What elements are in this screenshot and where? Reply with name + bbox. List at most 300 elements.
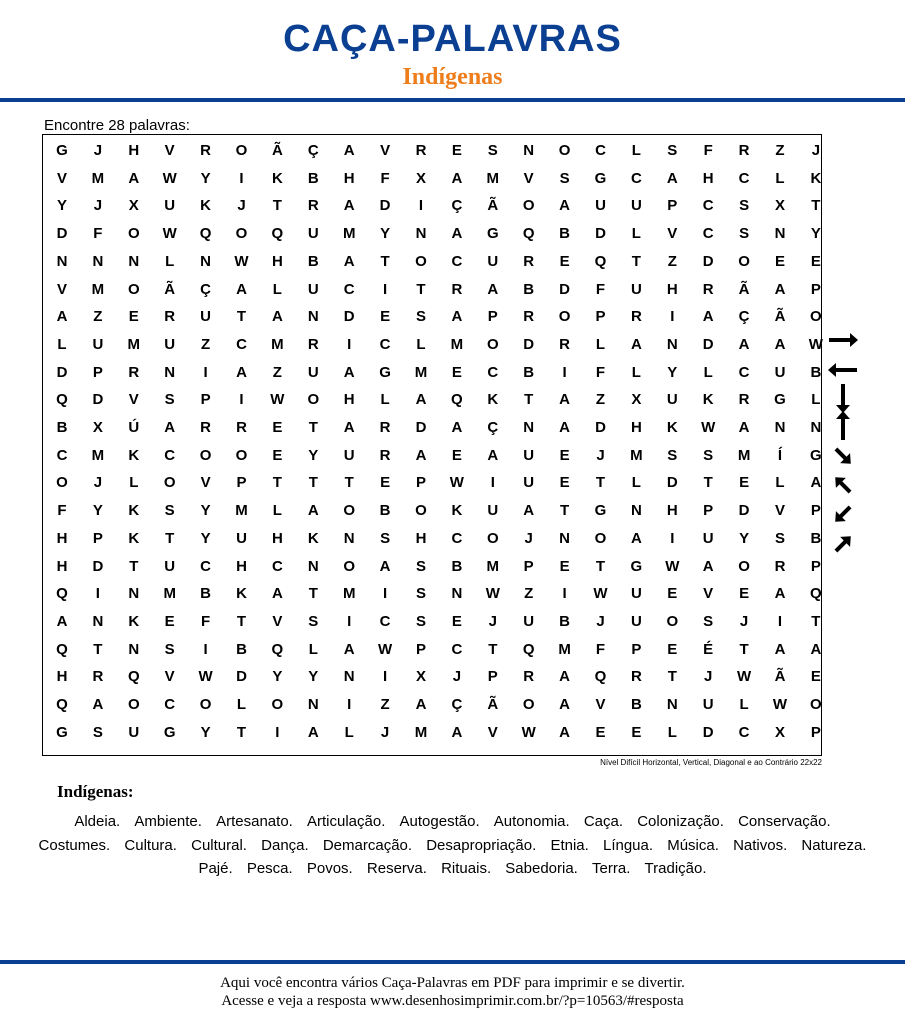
grid-letter: E	[451, 446, 462, 464]
grid-letter: B	[523, 363, 535, 381]
grid-letter: J	[596, 446, 605, 464]
grid-letter: T	[93, 640, 103, 658]
grid-letter: G	[594, 169, 607, 187]
grid-letter: N	[164, 363, 176, 381]
header-divider	[0, 98, 905, 102]
grid-letter: D	[666, 474, 678, 492]
grid-letter: E	[810, 252, 821, 270]
grid-letter: O	[235, 225, 248, 243]
grid-letter: G	[630, 557, 643, 575]
grid-letter: W	[162, 169, 177, 187]
grid-letter: O	[558, 142, 571, 159]
word-list	[30, 810, 875, 881]
grid-letter: C	[738, 723, 750, 741]
grid-letter: Z	[93, 308, 103, 326]
grid-letter: H	[415, 529, 427, 547]
grid-letter: A	[271, 308, 283, 326]
arrow-left-icon	[828, 363, 857, 377]
grid-letter: F	[201, 612, 211, 630]
grid-letter: A	[236, 280, 247, 298]
grid-letter: C	[702, 225, 714, 243]
grid-letter: M	[91, 169, 105, 187]
grid-letter: O	[522, 696, 535, 713]
grid-letter: P	[810, 280, 821, 298]
word-list-item: Caça.	[583, 813, 624, 830]
grid-letter: C	[451, 252, 463, 270]
grid-letter: F	[703, 142, 713, 159]
grid-letter: A	[559, 419, 571, 436]
grid-letter: N	[523, 419, 535, 436]
grid-letter: F	[380, 169, 390, 187]
word-list-item: Sabedoria.	[505, 860, 578, 877]
grid-letter: D	[702, 252, 714, 270]
grid-letter: O	[235, 446, 248, 464]
word-list-title: Indígenas:	[57, 782, 134, 801]
grid-letter: A	[343, 142, 355, 159]
grid-letter: N	[630, 502, 642, 520]
grid-letter: O	[810, 308, 822, 326]
grid-letter: T	[560, 502, 570, 520]
grid-letter: T	[129, 557, 139, 575]
grid-letter: I	[239, 169, 244, 187]
grid-letter: T	[739, 640, 749, 658]
grid-letter: O	[343, 557, 356, 575]
grid-letter: V	[667, 225, 678, 243]
grid-letter: Í	[777, 446, 783, 464]
grid-letter: A	[559, 723, 571, 741]
word-list-item: Etnia.	[550, 836, 589, 854]
grid-letter: X	[774, 197, 785, 215]
grid-letter: M	[91, 280, 105, 298]
grid-letter: L	[308, 640, 318, 658]
grid-letter: A	[774, 280, 786, 298]
grid-letter: T	[811, 612, 821, 630]
grid-letter: X	[415, 169, 426, 187]
grid-letter: E	[739, 474, 750, 492]
grid-letter: M	[414, 363, 428, 381]
word-list-item: Reserva.	[366, 860, 427, 877]
grid-letter: A	[415, 446, 427, 464]
grid-letter: O	[199, 446, 212, 464]
grid-letter: I	[490, 474, 495, 492]
grid-letter: N	[415, 225, 427, 243]
grid-letter: D	[559, 280, 571, 298]
grid-letter: H	[343, 169, 355, 187]
grid-letter: U	[164, 197, 176, 215]
grid-letter: R	[200, 142, 212, 159]
grid-letter: O	[199, 696, 212, 713]
grid-letter: C	[487, 363, 499, 381]
grid-letter: L	[380, 391, 390, 409]
grid-letter: T	[308, 474, 318, 492]
grid-letter: U	[702, 529, 714, 547]
grid-letter: L	[631, 474, 641, 492]
grid-letter: F	[595, 280, 606, 298]
grid-letter: L	[775, 474, 785, 492]
footer-divider	[0, 960, 905, 964]
grid-letter: O	[810, 696, 822, 713]
grid-letter: D	[702, 335, 714, 353]
grid-letter: M	[163, 585, 176, 603]
grid-letter: R	[164, 308, 176, 326]
grid-letter: A	[343, 252, 355, 270]
grid-letter: A	[559, 696, 571, 713]
arrow-up-left-icon	[830, 472, 855, 497]
grid-letter: A	[236, 363, 247, 381]
grid-letter: W	[808, 335, 823, 353]
grid-letter: O	[522, 197, 535, 215]
grid-letter: Q	[594, 668, 607, 686]
grid-letter: D	[523, 335, 535, 353]
grid-letter: P	[631, 640, 642, 658]
grid-letter: O	[738, 557, 750, 575]
grid-letter: G	[810, 446, 822, 464]
grid-letter: O	[163, 474, 176, 492]
grid-letter: Z	[667, 252, 677, 270]
grid-letter: I	[383, 668, 388, 686]
grid-letter: V	[272, 612, 283, 630]
grid-letter: E	[451, 363, 462, 381]
grid-letter: Z	[524, 585, 534, 603]
grid-letter: N	[666, 696, 678, 713]
grid-letter: A	[56, 612, 68, 630]
grid-letter: D	[595, 419, 606, 436]
grid-letter: D	[595, 225, 606, 243]
grid-letter: S	[415, 612, 426, 630]
grid-letter: A	[774, 585, 786, 603]
grid-letter: R	[379, 446, 391, 464]
grid-letter: Q	[594, 252, 607, 270]
grid-letter: A	[630, 529, 642, 547]
grid-letter: V	[164, 142, 175, 159]
grid-letter: W	[772, 696, 788, 713]
word-list-item: Autonomia.	[493, 813, 570, 830]
grid-letter: N	[343, 529, 355, 547]
grid-letter: J	[596, 612, 605, 630]
grid-letter: N	[56, 252, 68, 270]
grid-letter: S	[164, 640, 175, 658]
grid-letter: T	[703, 474, 713, 492]
grid-letter: S	[415, 557, 426, 575]
grid-letter: H	[666, 502, 678, 520]
grid-letter: B	[559, 225, 571, 243]
grid-letter: I	[203, 363, 208, 381]
grid-letter: R	[379, 419, 391, 436]
word-list-item: Aldeia.	[74, 813, 121, 830]
grid-letter: N	[523, 142, 535, 159]
grid-letter: T	[416, 280, 426, 298]
grid-letter: P	[810, 723, 821, 741]
grid-letter: E	[272, 419, 283, 436]
grid-letter: A	[343, 419, 355, 436]
grid-letter: V	[56, 280, 67, 298]
grid-letter: U	[92, 335, 104, 353]
grid-letter: A	[164, 419, 176, 436]
grid-letter: Y	[200, 169, 211, 187]
grid-letter: O	[127, 225, 140, 243]
grid-letter: Ú	[128, 419, 140, 436]
grid-letter: C	[451, 640, 463, 658]
grid-letter: Q	[451, 391, 463, 409]
grid-letter: Y	[272, 668, 283, 686]
grid-letter: O	[127, 696, 140, 713]
word-list-item: Autogestão.	[399, 813, 480, 830]
grid-letter: Ç	[738, 308, 750, 326]
grid-letter: C	[595, 142, 606, 159]
grid-letter: U	[523, 612, 535, 630]
grid-letter: E	[451, 612, 462, 630]
grid-letter: M	[486, 169, 500, 187]
word-list-item: Tradição.	[644, 860, 707, 877]
grid-letter: W	[198, 668, 213, 686]
grid-letter: A	[451, 225, 463, 243]
grid-letter: Q	[271, 640, 284, 658]
word-list-item: Natureza.	[801, 836, 867, 854]
grid-letter: É	[703, 640, 714, 658]
grid-letter: H	[56, 557, 68, 575]
grid-letter: G	[379, 363, 391, 381]
grid-letter: X	[128, 197, 139, 215]
grid-letter: A	[702, 308, 714, 326]
word-list-item: Desapropriação.	[426, 836, 537, 854]
grid-letter: R	[630, 308, 642, 326]
grid-letter: N	[92, 252, 104, 270]
grid-letter: W	[701, 419, 716, 436]
grid-letter: W	[737, 668, 752, 686]
grid-letter: L	[667, 723, 677, 741]
grid-letter: M	[271, 335, 284, 353]
grid-letter: K	[451, 502, 463, 520]
grid-letter: P	[667, 197, 678, 215]
grid-letter: G	[486, 225, 499, 243]
grid-letter: I	[203, 640, 208, 658]
grid-letter: A	[415, 391, 427, 409]
grid-letter: L	[775, 169, 785, 187]
grid-letter: X	[92, 419, 103, 436]
word-list-item: Pesca.	[246, 860, 293, 877]
grid-letter: L	[739, 696, 749, 713]
grid-letter: Ç	[487, 419, 499, 436]
grid-letter: P	[595, 308, 606, 326]
grid-letter: A	[307, 723, 319, 741]
grid-letter: B	[307, 252, 319, 270]
grid-letter: W	[593, 585, 608, 603]
grid-letter: W	[449, 474, 464, 492]
grid-letter: T	[165, 529, 175, 547]
grid-letter: Z	[595, 391, 606, 409]
grid-letter: J	[93, 142, 103, 159]
word-list-item: Articulação.	[307, 813, 386, 830]
grid-letter: A	[307, 502, 319, 520]
grid-letter: V	[595, 696, 606, 713]
grid-letter: O	[415, 502, 427, 520]
grid-letter: E	[559, 252, 570, 270]
grid-letter: C	[56, 446, 68, 464]
grid-letter: Ã	[271, 142, 283, 159]
grid-letter: P	[487, 668, 498, 686]
grid-letter: S	[739, 197, 750, 215]
footer-line-2: Acesse e veja a resposta www.desenhosimprimir.com.br/?p=10563/#resposta	[221, 993, 684, 1009]
grid-letter: S	[415, 308, 426, 326]
grid-letter: C	[164, 696, 176, 713]
grid-letter: J	[704, 668, 713, 686]
grid-letter: A	[343, 640, 355, 658]
footer-line-1: Aqui você encontra vários Caça-Palavras em PDF para imprimir e se divertir.	[220, 975, 685, 991]
grid-letter: M	[558, 640, 571, 658]
grid-letter: A	[774, 335, 786, 353]
grid-letter: K	[128, 446, 140, 464]
word-list-item: Ambiente.	[134, 813, 202, 830]
grid-letter: L	[272, 502, 282, 520]
grid-letter: R	[451, 280, 463, 298]
grid-letter: J	[452, 668, 462, 686]
grid-letter: V	[200, 474, 211, 492]
grid-letter: U	[630, 585, 642, 603]
grid-letter: E	[667, 585, 678, 603]
grid-letter: H	[702, 169, 714, 187]
grid-letter: Ã	[774, 668, 786, 686]
grid-letter: N	[200, 252, 212, 270]
grid-letter: T	[667, 668, 677, 686]
grid-letter: R	[92, 668, 104, 686]
grid-letter: Y	[380, 225, 391, 243]
grid-letter: B	[559, 612, 571, 630]
grid-letter: U	[595, 197, 606, 215]
grid-letter: Ã	[774, 308, 786, 326]
grid-letter: E	[272, 446, 283, 464]
grid-letter: W	[234, 252, 249, 270]
grid-letter: N	[810, 419, 822, 436]
grid-letter: P	[236, 474, 247, 492]
grid-letter: T	[236, 308, 247, 326]
grid-letter: R	[307, 197, 319, 215]
grid-letter: C	[738, 169, 750, 187]
grid-letter: C	[271, 557, 283, 575]
grid-letter: D	[415, 419, 427, 436]
grid-letter: P	[703, 502, 714, 520]
grid-letter: Ã	[487, 197, 499, 215]
arrow-down-right-icon	[831, 444, 856, 469]
grid-letter: U	[523, 446, 535, 464]
grid-letter: A	[56, 308, 68, 326]
grid-letter: A	[666, 169, 678, 187]
grid-letter: Ã	[164, 280, 176, 298]
grid-letter: D	[56, 225, 68, 243]
grid-letter: T	[308, 419, 318, 436]
grid-letter: O	[594, 529, 607, 547]
grid-letter: V	[380, 142, 391, 159]
word-list-item: Colonização.	[637, 813, 724, 830]
grid-letter: Q	[271, 225, 284, 243]
grid-letter: U	[307, 363, 319, 381]
grid-letter: Y	[739, 529, 750, 547]
grid-letter: N	[307, 696, 319, 713]
grid-letter: O	[127, 280, 140, 298]
grid-letter: A	[774, 640, 786, 658]
grid-letter: Y	[667, 363, 678, 381]
grid-letter: A	[343, 363, 355, 381]
grid-letter: A	[92, 696, 104, 713]
grid-letter: A	[810, 640, 822, 658]
grid-letter: P	[92, 363, 103, 381]
grid-letter: A	[271, 585, 283, 603]
grid-letter: J	[380, 723, 390, 741]
grid-letter: P	[810, 502, 821, 520]
grid-letter: O	[486, 335, 499, 353]
grid-letter: U	[666, 391, 678, 409]
grid-letter: H	[56, 668, 68, 686]
grid-letter: N	[343, 668, 355, 686]
grid-letter: U	[630, 280, 642, 298]
grid-letter: J	[93, 197, 103, 215]
grid-letter: Y	[92, 502, 103, 520]
grid-letter: O	[415, 252, 427, 270]
grid-letter: R	[523, 668, 535, 686]
grid-letter: R	[415, 142, 427, 159]
grid-letter: P	[487, 308, 498, 326]
grid-letter: W	[485, 585, 500, 603]
grid-letter: S	[667, 142, 678, 159]
grid-letter: U	[307, 225, 319, 243]
grid-letter: V	[774, 502, 785, 520]
grid-letter: Z	[272, 363, 282, 381]
grid-letter: C	[379, 612, 391, 630]
grid-letter: F	[57, 502, 67, 520]
grid-letter: I	[562, 363, 567, 381]
grid-letter: R	[236, 419, 247, 436]
grid-letter: C	[379, 335, 391, 353]
grid-letter: E	[128, 308, 139, 326]
grid-letter: M	[450, 335, 464, 353]
grid-letter: E	[380, 308, 391, 326]
grid-letter: U	[164, 557, 176, 575]
grid-letter: D	[236, 668, 247, 686]
grid-letter: D	[738, 502, 750, 520]
grid-letter: P	[92, 529, 103, 547]
grid-letter: A	[343, 197, 355, 215]
word-list-item: Rituais.	[441, 860, 492, 877]
grid-letter: D	[92, 557, 104, 575]
grid-letter: I	[670, 308, 675, 326]
grid-letter: N	[774, 419, 786, 436]
grid-letter: R	[523, 308, 535, 326]
grid-letter: A	[810, 474, 822, 492]
grid-letter: L	[811, 391, 821, 409]
grid-letter: K	[702, 391, 714, 409]
grid-letter: Y	[200, 502, 211, 520]
grid-letter: U	[774, 363, 786, 381]
grid-letter: O	[343, 502, 356, 520]
grid-letter: J	[524, 529, 533, 547]
grid-letter: M	[737, 446, 751, 464]
grid-letter: A	[559, 197, 571, 215]
grid-letter: N	[666, 335, 678, 353]
grid-letter: N	[128, 585, 140, 603]
word-list-item: Cultura.	[124, 836, 177, 854]
grid-letter: L	[165, 252, 175, 270]
grid-letter: H	[128, 142, 140, 159]
grid-letter: U	[487, 252, 499, 270]
grid-letter: U	[702, 696, 714, 713]
grid-letter: B	[810, 363, 822, 381]
grid-letter: V	[703, 585, 714, 603]
grid-letter: W	[665, 557, 680, 575]
grid-letter: M	[127, 335, 141, 353]
grid-letter: T	[308, 585, 318, 603]
grid-letter: R	[738, 142, 750, 159]
grid-letter: L	[631, 363, 641, 381]
grid-letter: A	[415, 696, 427, 713]
